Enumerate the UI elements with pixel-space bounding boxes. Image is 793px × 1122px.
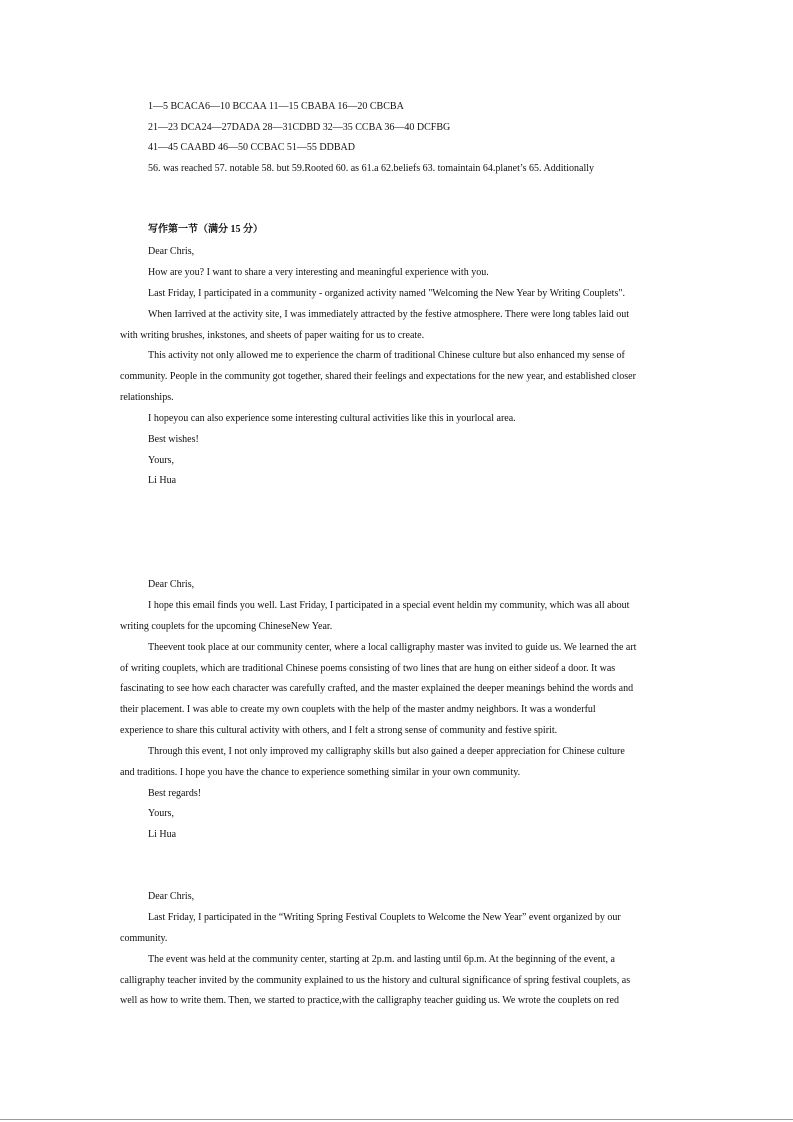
essay2-paragraph-2-line-1: Theevent took place at our community center, where a local calligraphy master was invited to guide us. We learned the art <box>148 642 637 653</box>
essay2-signature: Li Hua <box>148 829 177 840</box>
answer-line-1: 1—5 BCACA6—10 BCCAA 11—15 CBABA 16—20 CBCBA <box>148 101 404 112</box>
essay1-paragraph-3-line-2: with writing brushes, inkstones, and sheets of paper waiting for us to create. <box>120 330 425 341</box>
essay1-paragraph-4-line-1: This activity not only allowed me to experience the charm of traditional Chinese culture but also enhanced my sense of <box>148 350 625 361</box>
answer-line-2: 21—23 DCA24—27DADA 28—31CDBD 32—35 CCBA 36—40 DCFBG <box>148 122 451 133</box>
essay2-paragraph-2-line-5: experience to share this cultural activity with others, and I felt a strong sense of community and festive spirit. <box>120 725 558 736</box>
answer-line-3: 41—45 CAABD 46—50 CCBAC 51—55 DDBAD <box>148 142 355 153</box>
essay1-paragraph-2: Last Friday, I participated in a community - organized activity named "Welcoming the New Year by Writing Couplets". <box>148 288 625 299</box>
essay3-greeting: Dear Chris, <box>148 891 195 902</box>
essay3-paragraph-2-line-3: well as how to write them. Then, we started to practice,with the calligraphy teacher guiding us. We wrote the couplets on red <box>120 995 619 1006</box>
essay3-paragraph-2-line-2: calligraphy teacher invited by the community explained to us the history and cultural significance of spring festival couplets, as <box>120 975 631 986</box>
essay1-paragraph-5: I hopeyou can also experience some interesting cultural activities like this in yourlocal area. <box>148 413 516 424</box>
essay2-paragraph-3-line-1: Through this event, I not only improved my calligraphy skills but also gained a deeper appreciation for Chinese culture <box>148 746 625 757</box>
essay2-paragraph-2-line-4: their placement. I was able to create my own couplets with the help of the master andmy neighbors. It was a wonderful <box>120 704 596 715</box>
essay1-paragraph-3-line-1: When Iarrived at the activity site, I was immediately attracted by the festive atmosphere. There were long tables laid out <box>148 309 630 320</box>
essay1-signature: Li Hua <box>148 475 177 486</box>
essay2-greeting: Dear Chris, <box>148 579 195 590</box>
essay2-paragraph-2-line-2: of writing couplets, which are traditional Chinese poems consisting of two lines that are hung on either sideof a door. It was <box>120 663 616 674</box>
essay2-sign-off: Yours, <box>148 808 174 819</box>
essay3-paragraph-1-line-2: community. <box>120 933 168 944</box>
essay1-greeting: Dear Chris, <box>148 246 195 257</box>
essay3-paragraph-1-line-1: Last Friday, I participated in the “Writing Spring Festival Couplets to Welcome the New Year” event organized by our <box>148 912 621 923</box>
essay2-paragraph-1-line-1: I hope this email finds you well. Last Friday, I participated in a special event heldin my community, which was all about <box>148 600 630 611</box>
essay2-paragraph-2-line-3: fascinating to see how each character was carefully crafted, and the master explained the deeper meanings behind the words and <box>120 683 634 694</box>
essay1-paragraph-4-line-3: relationships. <box>120 392 174 403</box>
essay1-paragraph-1: How are you? I want to share a very interesting and meaningful experience with you. <box>148 267 489 278</box>
essay1-closing: Best wishes! <box>148 434 199 445</box>
essay2-paragraph-3-line-2: and traditions. I hope you have the chance to experience something similar in your own community. <box>120 767 521 778</box>
essay3-paragraph-2-line-1: The event was held at the community center, starting at 2p.m. and lasting until 6p.m. At the beginning of the event, a <box>148 954 615 965</box>
page-bottom-divider <box>0 1119 793 1120</box>
essay1-sign-off: Yours, <box>148 455 174 466</box>
essay1-paragraph-4-line-2: community. People in the community got together, shared their feelings and expectations for the new year, and established closer <box>120 371 636 382</box>
essay2-paragraph-1-line-2: writing couplets for the upcoming ChineseNew Year. <box>120 621 333 632</box>
section-title: 写作第一节（满分 15 分） <box>148 224 263 235</box>
essay2-closing: Best regards! <box>148 788 202 799</box>
answer-line-4: 56. was reached 57. notable 58. but 59.Rooted 60. as 61.a 62.beliefs 63. tomaintain 64.planet’s 65. Additionally <box>148 163 595 174</box>
